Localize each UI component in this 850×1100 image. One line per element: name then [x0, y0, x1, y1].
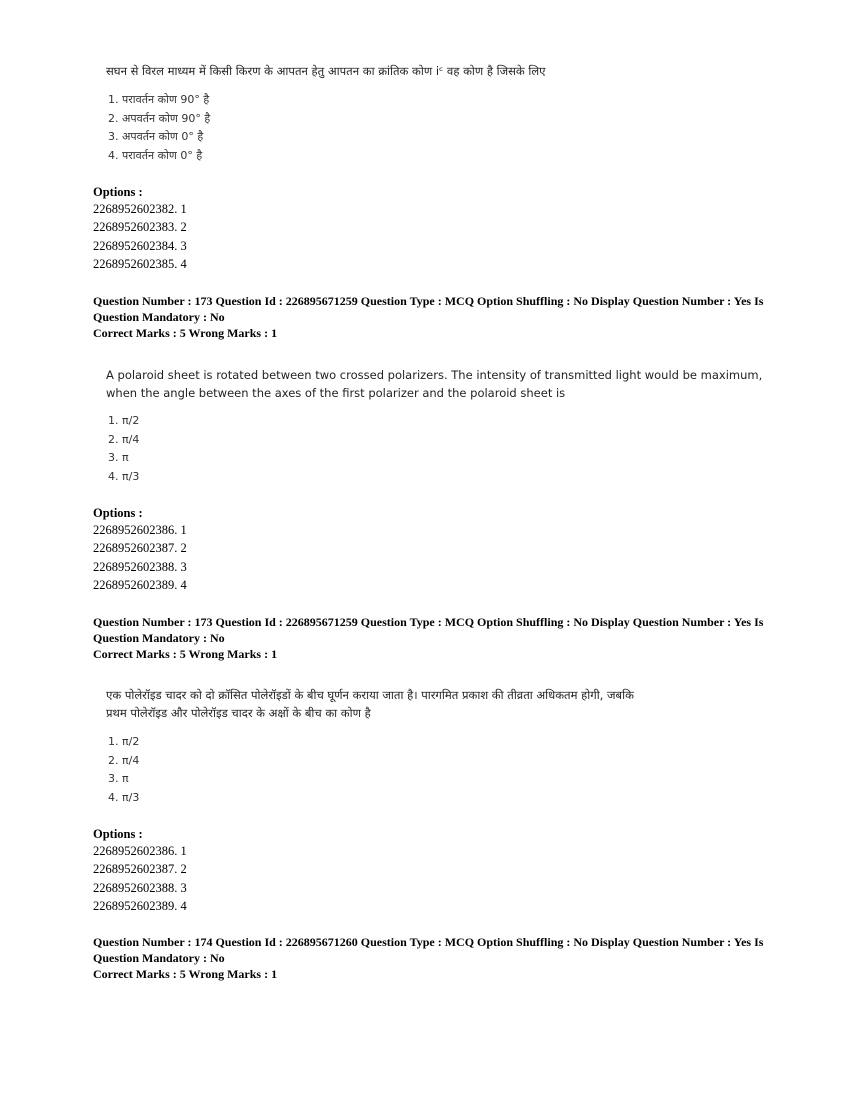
choice-item: 2. π/4 [108, 432, 140, 446]
option-id-list [93, 200, 187, 274]
option-id: 2268952602388. 3 [93, 559, 187, 574]
options-label: Options : [93, 185, 143, 199]
option-id: 2268952602389. 4 [93, 578, 187, 593]
question-174-meta [93, 934, 793, 982]
choice-item: 3. π [108, 451, 129, 464]
meta-line: Question Mandatory : No [93, 631, 225, 645]
option-id: 2268952602383. 2 [93, 220, 187, 235]
question-173-hindi-stem [106, 686, 806, 722]
option-id: 2268952602384. 3 [93, 238, 187, 253]
option-id: 2268952602385. 4 [93, 257, 187, 272]
meta-line: Question Number : 173 Question Id : 226895671259 Question Type : MCQ Option Shuffling : No Display Question Number : Yes Is [93, 294, 764, 308]
choice-item: 2. π/4 [108, 753, 140, 767]
meta-line: Correct Marks : 5 Wrong Marks : 1 [93, 647, 278, 661]
meta-line: Question Number : 173 Question Id : 226895671259 Question Type : MCQ Option Shuffling : No Display Question Number : Yes Is [93, 615, 764, 629]
options-label: Options : [93, 827, 143, 841]
question-172-hindi-choices [108, 91, 210, 165]
question-173-meta [93, 293, 793, 341]
option-id-list [93, 521, 187, 595]
stem-line: एक पोलेरॉइड चादर को दो क्रॉसित पोलेरॉइडों के बीच घूर्णन कराया जाता है। पारगमित प्रकाश की तीव्रता अधिकतम होगी, जबकि [106, 688, 634, 702]
options-label: Options : [93, 506, 143, 520]
stem-line: प्रथम पोलेरॉइड और पोलेरॉइड चादर के अक्षों के बीच का कोण है [106, 706, 371, 720]
choice-item: 4. परावर्तन कोण 0° है [108, 148, 203, 162]
meta-line: Correct Marks : 5 Wrong Marks : 1 [93, 967, 278, 981]
question-172-hindi-stem: सघन से विरल माध्यम में किसी किरण के आपतन हेतु आपतन का क्रांतिक कोण iᶜ वह कोण है जिसके लिए [106, 64, 546, 78]
option-id: 2268952602386. 1 [93, 523, 187, 537]
meta-line: Correct Marks : 5 Wrong Marks : 1 [93, 326, 278, 340]
meta-line: Question Number : 174 Question Id : 226895671260 Question Type : MCQ Option Shuffling : No Display Question Number : Yes Is [93, 935, 764, 949]
choice-item: 4. π/3 [108, 469, 140, 483]
option-id-list [93, 842, 187, 916]
choice-item: 3. π [108, 772, 129, 785]
stem-line: A polaroid sheet is rotated between two crossed polarizers. The intensity of transmitted light would be maximum, [106, 368, 763, 382]
question-173-hindi-meta [93, 614, 793, 662]
option-id: 2268952602388. 3 [93, 880, 187, 895]
option-id: 2268952602389. 4 [93, 899, 187, 914]
meta-line: Question Mandatory : No [93, 310, 225, 324]
option-id: 2268952602386. 1 [93, 844, 187, 858]
choice-item: 4. π/3 [108, 790, 140, 804]
stem-line: when the angle between the axes of the first polarizer and the polaroid sheet is [106, 386, 566, 400]
question-173-stem [106, 366, 806, 402]
choice-item: 1. π/2 [108, 735, 140, 748]
choice-item: 2. अपवर्तन कोण 90° है [108, 111, 211, 125]
option-id: 2268952602387. 2 [93, 862, 187, 877]
choice-item: 3. अपवर्तन कोण 0° है [108, 130, 204, 143]
option-id: 2268952602382. 1 [93, 202, 187, 216]
question-173-hindi-choices [108, 733, 139, 807]
choice-item: 1. π/2 [108, 414, 140, 427]
choice-item: 1. परावर्तन कोण 90° है [108, 93, 210, 106]
question-173-choices [108, 412, 139, 486]
meta-line: Question Mandatory : No [93, 951, 225, 965]
option-id: 2268952602387. 2 [93, 541, 187, 556]
